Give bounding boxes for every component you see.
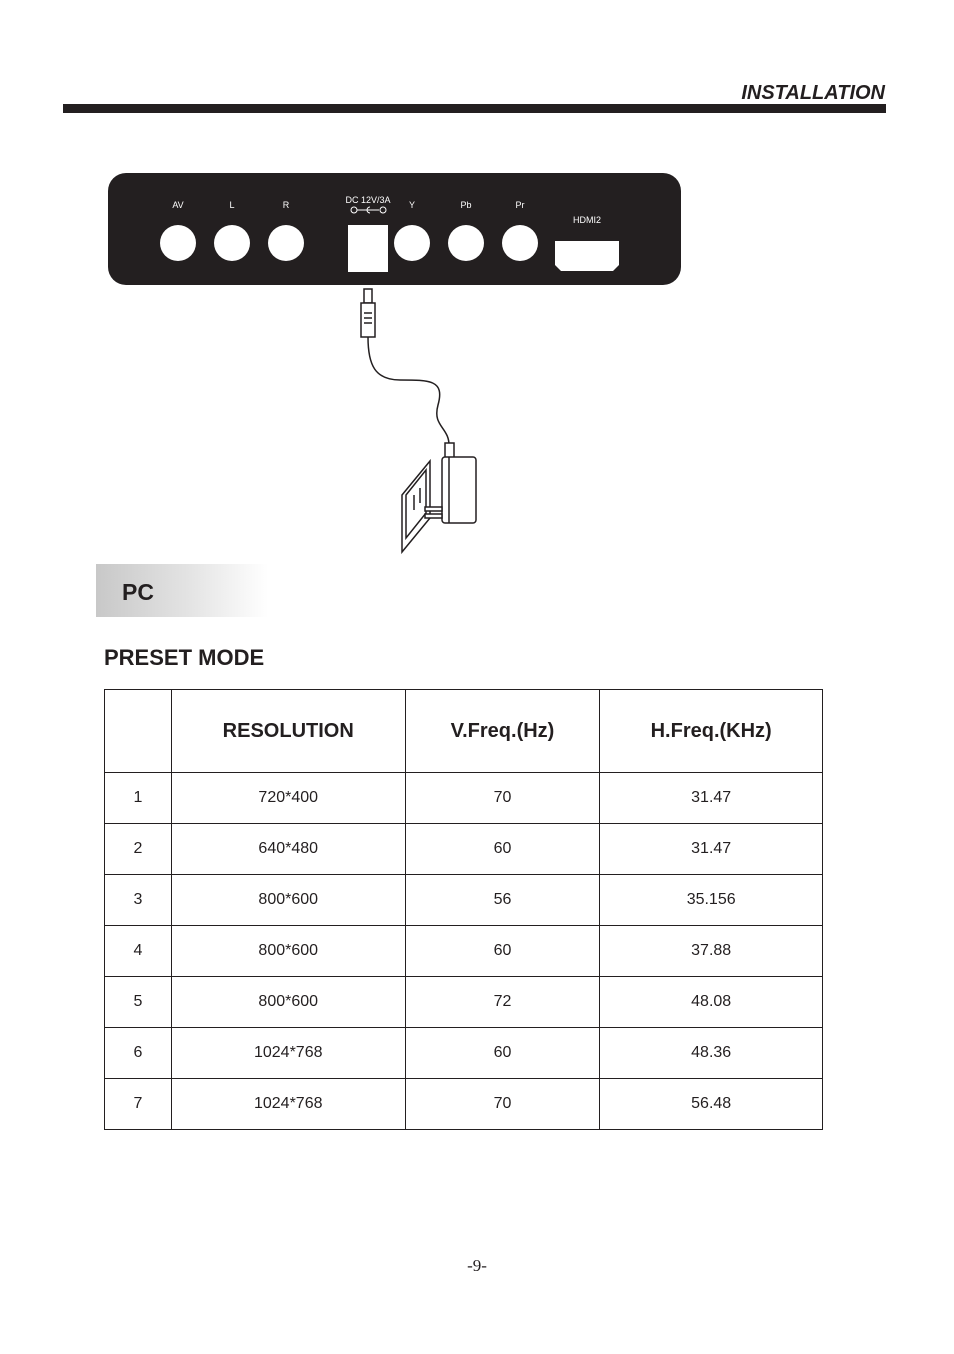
row-vfreq: 60 (405, 824, 600, 875)
header-rule (63, 104, 886, 113)
row-index: 3 (105, 875, 172, 926)
dc-jack-icon (348, 225, 388, 272)
row-vfreq: 72 (405, 977, 600, 1028)
row-index: 6 (105, 1028, 172, 1079)
row-resolution: 800*600 (171, 926, 405, 977)
table-row (105, 824, 823, 875)
r-label: R (282, 200, 290, 210)
power-cable (368, 337, 449, 447)
dc-label: DC 12V/3A (345, 195, 391, 205)
section-header-title: INSTALLATION (741, 82, 885, 104)
row-hfreq: 37.88 (600, 926, 823, 977)
row-index: 4 (105, 926, 172, 977)
row-resolution: 1024*768 (171, 1079, 405, 1130)
row-hfreq: 35.156 (600, 875, 823, 926)
row-hfreq: 56.48 (600, 1079, 823, 1130)
row-resolution: 720*400 (171, 773, 405, 824)
av-label: AV (172, 200, 184, 210)
row-index: 1 (105, 773, 172, 824)
row-hfreq: 48.08 (600, 977, 823, 1028)
pb-jack-icon (448, 225, 484, 261)
row-resolution: 640*480 (171, 824, 405, 875)
l-jack-icon (214, 225, 250, 261)
row-resolution: 800*600 (171, 977, 405, 1028)
table-row (105, 926, 823, 977)
hdmi-label: HDMI2 (572, 215, 602, 225)
row-resolution: 800*600 (171, 875, 405, 926)
header-vfreq: V.Freq.(Hz) (405, 690, 600, 773)
connection-diagram (100, 165, 700, 565)
header-resolution: RESOLUTION (171, 690, 405, 773)
av-jack-icon (160, 225, 196, 261)
l-label: L (229, 200, 235, 210)
header-index (105, 690, 172, 773)
pc-section-banner (96, 564, 268, 617)
power-adapter-icon (425, 443, 476, 523)
row-index: 2 (105, 824, 172, 875)
table-row (105, 1079, 823, 1130)
row-vfreq: 70 (405, 773, 600, 824)
table-row (105, 977, 823, 1028)
preset-mode-table (104, 689, 823, 1130)
pb-label: Pb (460, 200, 472, 210)
row-vfreq: 60 (405, 926, 600, 977)
hdmi-port-icon (555, 241, 619, 271)
preset-mode-title: PRESET MODE (104, 645, 265, 670)
pr-label: Pr (515, 200, 525, 210)
row-vfreq: 70 (405, 1079, 600, 1130)
row-hfreq: 48.36 (600, 1028, 823, 1079)
row-vfreq: 60 (405, 1028, 600, 1079)
table-header-row (105, 690, 823, 773)
table-row (105, 773, 823, 824)
dc-plug-icon (361, 289, 375, 337)
row-index: 5 (105, 977, 172, 1028)
row-hfreq: 31.47 (600, 824, 823, 875)
table-row (105, 1028, 823, 1079)
r-jack-icon (268, 225, 304, 261)
table-row (105, 875, 823, 926)
pr-jack-icon (502, 225, 538, 261)
y-jack-icon (394, 225, 430, 261)
header-hfreq: H.Freq.(KHz) (600, 690, 823, 773)
row-vfreq: 56 (405, 875, 600, 926)
page-number: -9- (467, 1256, 487, 1275)
y-label: Y (408, 200, 416, 210)
row-resolution: 1024*768 (171, 1028, 405, 1079)
row-index: 7 (105, 1079, 172, 1130)
pc-banner-label: PC (122, 579, 154, 605)
row-hfreq: 31.47 (600, 773, 823, 824)
